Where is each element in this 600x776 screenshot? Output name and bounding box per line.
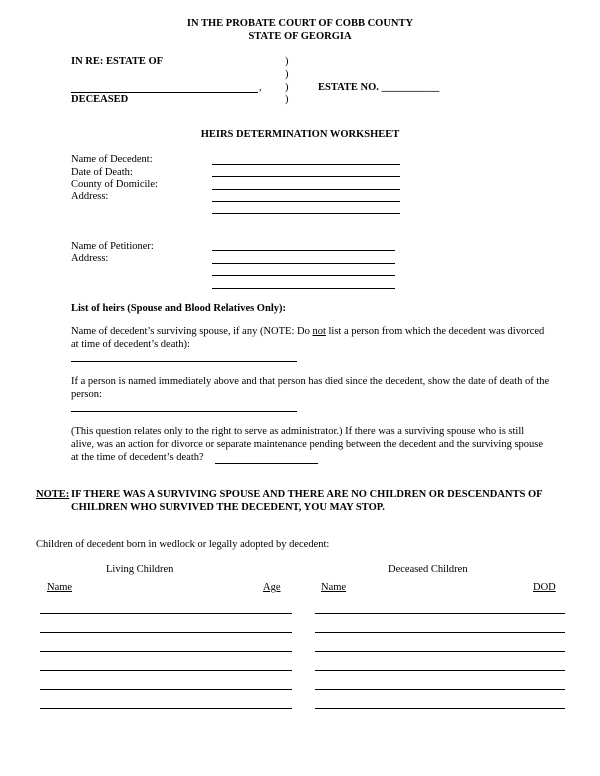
decedent-address-label: Address:: [71, 191, 109, 202]
deceased-dod-column-header: DOD: [533, 582, 556, 593]
living-name-column-header: Name: [47, 582, 73, 593]
not-emphasis: not: [312, 326, 326, 337]
living-child-row[interactable]: [40, 689, 292, 690]
administrator-question: (This question relates only to the right to serve as administrator.) If there was a surviving spouse who is still: [71, 426, 525, 437]
spouse-question: [71, 326, 571, 339]
children-intro: Children of decedent born in wedlock or legally adopted by decedent:: [36, 539, 330, 550]
deceased-name-column-header: Name: [321, 582, 347, 593]
date-of-death-field[interactable]: [212, 176, 400, 177]
surviving-spouse-field[interactable]: [71, 361, 297, 362]
petitioner-name-field[interactable]: [212, 250, 395, 251]
spouse-question-text: list a person from which the decedent was divorced: [325, 326, 545, 337]
living-children-heading: Living Children: [106, 564, 174, 575]
spouse-question-text: Name of decedent’s surviving spouse, if any (NOTE: Do: [71, 326, 313, 337]
deceased-child-row[interactable]: [315, 689, 565, 690]
administrator-question-line3: at the time of decedent’s death?: [71, 452, 204, 463]
estate-number-label: ESTATE NO. ___________: [318, 82, 440, 93]
county-of-domicile-label: County of Domicile:: [71, 179, 158, 190]
court-state-line: STATE OF GEORGIA: [248, 31, 352, 42]
divorce-action-answer-field[interactable]: [215, 463, 318, 464]
decedent-name-label: Name of Decedent:: [71, 154, 153, 165]
caption-paren: ): [285, 82, 289, 93]
decedent-name-field[interactable]: [212, 164, 400, 165]
decedent-address-field[interactable]: [212, 213, 400, 214]
caption-comma: ,: [259, 82, 262, 93]
petitioner-address-field[interactable]: [212, 263, 395, 264]
petitioner-address-label: Address:: [71, 253, 109, 264]
deceased-child-row[interactable]: [315, 613, 565, 614]
living-child-row[interactable]: [40, 708, 292, 709]
deceased-children-heading: Deceased Children: [388, 564, 468, 575]
spouse-date-of-death-field[interactable]: [71, 411, 297, 412]
deceased-child-row[interactable]: [315, 708, 565, 709]
petitioner-name-label: Name of Petitioner:: [71, 241, 154, 252]
caption-paren: ): [285, 94, 289, 105]
administrator-question-line2: alive, was an action for divorce or separate maintenance pending between the decedent and the surviving spouse: [71, 439, 544, 450]
living-child-row[interactable]: [40, 651, 292, 652]
note-label: NOTE:: [36, 489, 70, 500]
county-of-domicile-field[interactable]: [212, 189, 400, 190]
living-child-row[interactable]: [40, 632, 292, 633]
deceased-child-row[interactable]: [315, 670, 565, 671]
note-text-line1: IF THERE WAS A SURVIVING SPOUSE AND THERE ARE NO CHILDREN OR DESCENDANTS OF: [71, 489, 543, 500]
living-child-row[interactable]: [40, 613, 292, 614]
petitioner-address-field[interactable]: [212, 288, 395, 289]
in-re-estate-label: IN RE: ESTATE OF: [71, 56, 164, 67]
deceased-label: DECEASED: [71, 94, 129, 105]
spouse-died-question: If a person is named immediately above and that person has died since the decedent, show the date of death of the: [71, 376, 550, 387]
decedent-address-field[interactable]: [212, 201, 400, 202]
living-age-column-header: Age: [263, 582, 281, 593]
deceased-child-row[interactable]: [315, 651, 565, 652]
deceased-child-row[interactable]: [315, 632, 565, 633]
caption-paren: ): [285, 56, 289, 67]
spouse-question-line2: at time of decedent’s death):: [71, 339, 190, 350]
court-name-line: IN THE PROBATE COURT OF COBB COUNTY: [186, 18, 414, 29]
heirs-heading: List of heirs (Spouse and Blood Relatives Only):: [71, 303, 286, 314]
note-text-line2: CHILDREN WHO SURVIVED THE DECEDENT, YOU MAY STOP.: [71, 502, 385, 513]
caption-paren: ): [285, 69, 289, 80]
spouse-died-question-line2: person:: [71, 389, 102, 400]
living-child-row[interactable]: [40, 670, 292, 671]
worksheet-title: HEIRS DETERMINATION WORKSHEET: [200, 129, 400, 140]
petitioner-address-field[interactable]: [212, 275, 395, 276]
date-of-death-label: Date of Death:: [71, 167, 133, 178]
